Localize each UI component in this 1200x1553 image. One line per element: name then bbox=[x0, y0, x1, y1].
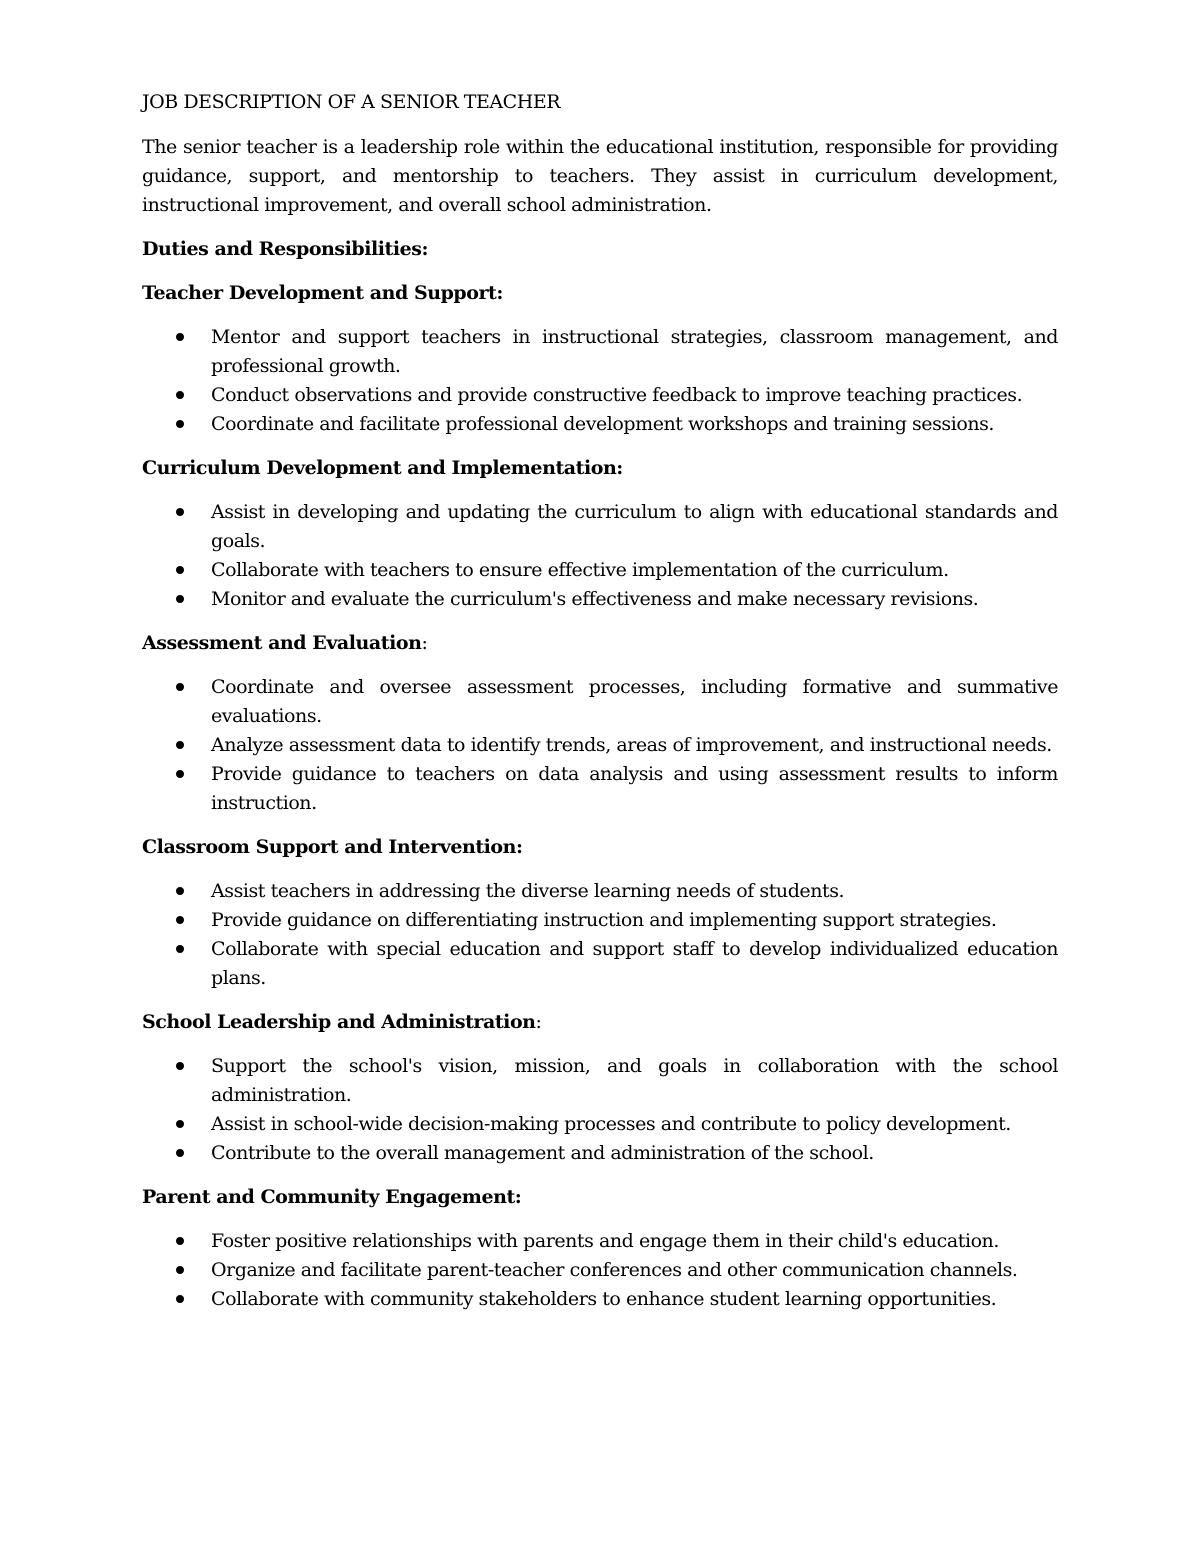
section-heading bbox=[142, 1183, 1058, 1212]
list-item bbox=[142, 1139, 1058, 1168]
bullet-icon bbox=[176, 508, 184, 516]
bullet-icon bbox=[176, 770, 184, 778]
list-item bbox=[142, 585, 1058, 614]
section-heading bbox=[142, 833, 1058, 862]
section-heading bbox=[142, 629, 1058, 658]
bullet-list bbox=[142, 1227, 1058, 1314]
list-item-text: Conduct observations and provide constructive feedback to improve teaching practices. bbox=[211, 384, 1023, 406]
list-item-text: Coordinate and oversee assessment processes, including formative and summative evaluations. bbox=[211, 676, 1058, 727]
list-item bbox=[142, 906, 1058, 935]
list-item-text: Coordinate and facilitate professional development workshops and training sessions. bbox=[211, 413, 994, 435]
list-item-text: Mentor and support teachers in instructional strategies, classroom management, and professional growth. bbox=[211, 326, 1058, 377]
list-item-text: Foster positive relationships with parents and engage them in their child's education. bbox=[211, 1230, 999, 1252]
bullet-list bbox=[142, 498, 1058, 614]
bullet-icon bbox=[176, 916, 184, 924]
bullet-icon bbox=[176, 945, 184, 953]
list-item-text: Analyze assessment data to identify trends, areas of improvement, and instructional needs. bbox=[211, 734, 1052, 756]
list-item-text: Collaborate with special education and support staff to develop individualized education plans. bbox=[211, 938, 1058, 989]
bullet-icon bbox=[176, 1149, 184, 1157]
list-item bbox=[142, 935, 1058, 993]
list-item bbox=[142, 410, 1058, 439]
list-item-text: Provide guidance on differentiating instruction and implementing support strategies. bbox=[211, 909, 997, 931]
bullet-icon bbox=[176, 1266, 184, 1274]
list-item bbox=[142, 556, 1058, 585]
bullet-list bbox=[142, 877, 1058, 993]
list-item bbox=[142, 673, 1058, 731]
bullet-list bbox=[142, 673, 1058, 818]
bullet-list bbox=[142, 1052, 1058, 1168]
list-item bbox=[142, 1227, 1058, 1256]
section-heading bbox=[142, 1008, 1058, 1037]
section-heading bbox=[142, 279, 1058, 308]
section-heading bbox=[142, 454, 1058, 483]
section-heading-text: Teacher Development and Support: bbox=[142, 282, 503, 304]
bullet-icon bbox=[176, 420, 184, 428]
bullet-icon bbox=[176, 333, 184, 341]
bullet-icon bbox=[176, 887, 184, 895]
list-item-text: Provide guidance to teachers on data analysis and using assessment results to inform instruction. bbox=[211, 763, 1058, 814]
list-item-text: Collaborate with teachers to ensure effective implementation of the curriculum. bbox=[211, 559, 949, 581]
list-item-text: Support the school's vision, mission, and goals in collaboration with the school administration. bbox=[211, 1055, 1058, 1106]
section-heading-text: Assessment and Evaluation bbox=[142, 632, 422, 654]
list-item-text: Contribute to the overall management and administration of the school. bbox=[211, 1142, 874, 1164]
duties-heading: Duties and Responsibilities: bbox=[142, 238, 429, 260]
section-heading-colon: : bbox=[535, 1011, 542, 1033]
list-item bbox=[142, 1285, 1058, 1314]
list-item bbox=[142, 1110, 1058, 1139]
list-item bbox=[142, 498, 1058, 556]
list-item bbox=[142, 1256, 1058, 1285]
list-item-text: Monitor and evaluate the curriculum's effectiveness and make necessary revisions. bbox=[211, 588, 979, 610]
list-item-text: Assist teachers in addressing the diverse learning needs of students. bbox=[211, 880, 845, 902]
list-item-text: Assist in developing and updating the curriculum to align with educational standards and goals. bbox=[211, 501, 1058, 552]
list-item bbox=[142, 877, 1058, 906]
list-item bbox=[142, 381, 1058, 410]
list-item bbox=[142, 760, 1058, 818]
intro-paragraph: The senior teacher is a leadership role within the educational institution, responsible for providing guidance, support, and mentorship to teachers. They assist in curriculum development, instructional improvement, and overall school administration. bbox=[142, 136, 1058, 216]
list-item bbox=[142, 1052, 1058, 1110]
document-page bbox=[142, 88, 1058, 1329]
list-item-text: Assist in school-wide decision-making processes and contribute to policy development. bbox=[211, 1113, 1011, 1135]
bullet-icon bbox=[176, 1120, 184, 1128]
bullet-icon bbox=[176, 1295, 184, 1303]
section-heading-text: Curriculum Development and Implementation: bbox=[142, 457, 623, 479]
section-heading-text: Classroom Support and Intervention: bbox=[142, 836, 523, 858]
section-heading-text: Parent and Community Engagement: bbox=[142, 1186, 522, 1208]
section-heading-colon: : bbox=[421, 632, 428, 654]
list-item bbox=[142, 731, 1058, 760]
bullet-icon bbox=[176, 683, 184, 691]
bullet-icon bbox=[176, 391, 184, 399]
bullet-icon bbox=[176, 595, 184, 603]
section-heading-text: School Leadership and Administration bbox=[142, 1011, 536, 1033]
bullet-list bbox=[142, 323, 1058, 439]
list-item-text: Organize and facilitate parent-teacher conferences and other communication channels. bbox=[211, 1259, 1018, 1281]
list-item-text: Collaborate with community stakeholders to enhance student learning opportunities. bbox=[211, 1288, 997, 1310]
bullet-icon bbox=[176, 1062, 184, 1070]
bullet-icon bbox=[176, 1237, 184, 1245]
list-item bbox=[142, 323, 1058, 381]
document-title: JOB DESCRIPTION OF A SENIOR TEACHER bbox=[142, 91, 561, 113]
bullet-icon bbox=[176, 566, 184, 574]
bullet-icon bbox=[176, 741, 184, 749]
